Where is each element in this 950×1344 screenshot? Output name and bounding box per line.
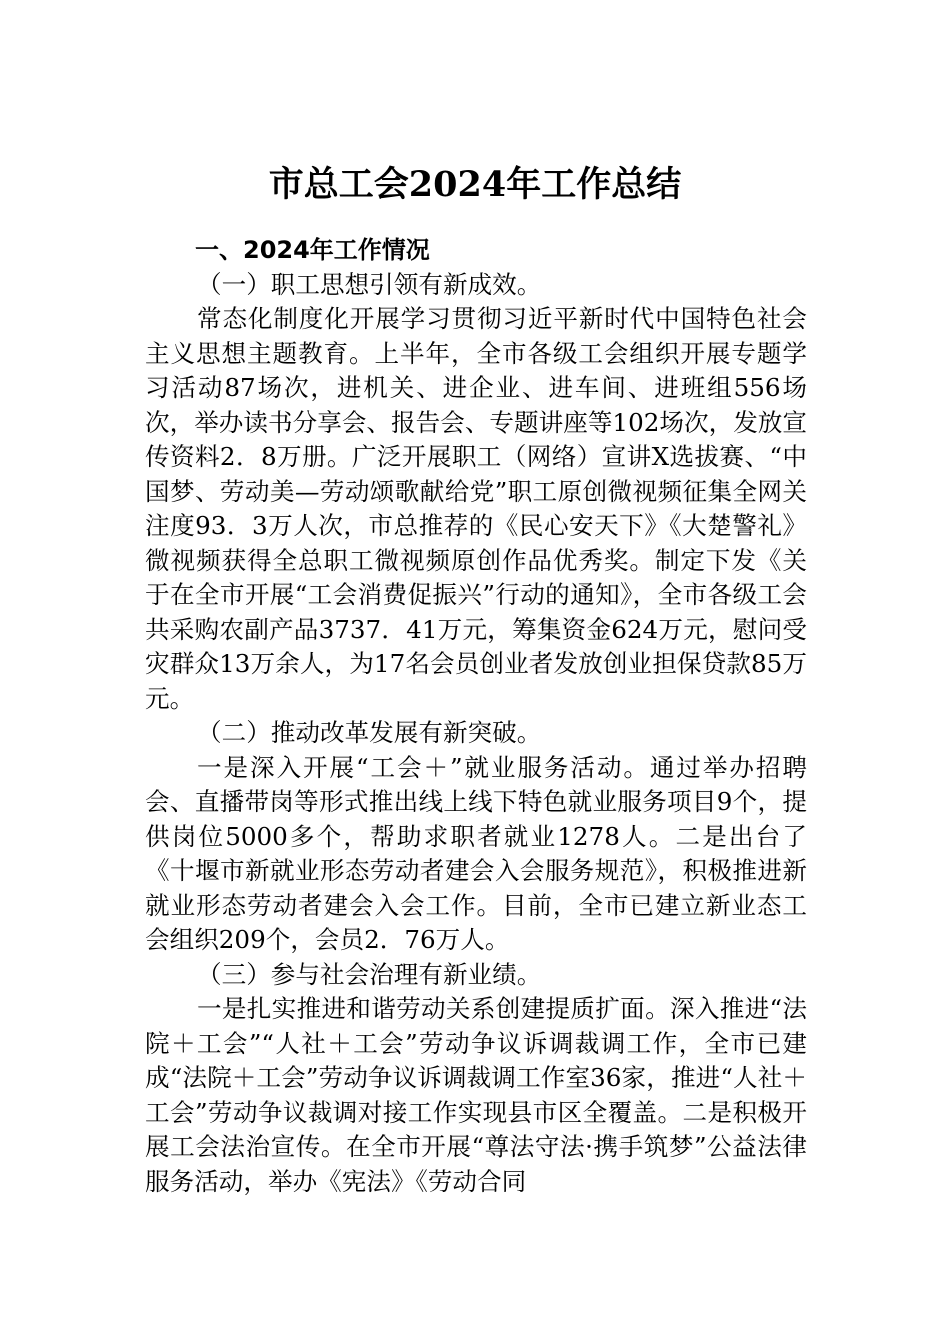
paragraph-1: 常态化制度化开展学习贯彻习近平新时代中国特色社会主义思想主题教育。上半年，全市各级工会组织开展专题学习活动87场次，进机关、进企业、进车间、进班组556场次，举办读书分享会、报告会、专题讲座等102场次，发放宣传资料2．8万册。广泛开展职工（网络）宣讲X选拔赛、“中国梦、劳动美—劳动颂歌献给党”职工原创微视频征集全网关注度93．3万人次，市总推荐的《民心安天下》《大楚警礼》微视频获得全总职工微视频原创作品优秀奖。制定下发《关于在全市开展“工会消费促振兴”行动的通知》，全市各级工会共采购农副产品3737．41万元，筹集资金624万元，慰问受灾群众13万余人，为17名会员创业者发放创业担保贷款85万元。 [145,304,807,713]
document-title: 市总工会2024年工作总结 [268,164,682,205]
paragraph-2: 一是深入开展“工会＋”就业服务活动。通过举办招聘会、直播带岗等形式推出线上线下特色就业服务项目9个，提供岗位5000多个，帮助求职者就业1278人。二是出台了《十堰市新就业形态劳动者建会入会服务规范》，积极推进新就业形态劳动者建会入会工作。目前，全市已建立新业态工会组织209个，会员2．76万人。 [145,752,807,954]
section-heading-1: 一、2024年工作情况 [195,236,430,264]
subsection-heading-3: （三）参与社会治理有新业绩。 [197,959,542,989]
subsection-heading-2: （二）推动改革发展有新突破。 [197,718,542,747]
document-body [145,233,807,1199]
paragraph-3: 一是扎实推进和谐劳动关系创建提质扩面。深入推进“法院＋工会”“人社＋工会”劳动争议诉调裁调工作，全市已建成“法院＋工会”劳动争议诉调裁调工作室36家，推进“人社＋工会”劳动争议裁调对接工作实现县市区全覆盖。二是积极开展工会法治宣传。在全市开展“尊法守法·携手筑梦”公益法律服务活动，举办《宪法》《劳动合同 [145,994,807,1196]
subsection-heading-1: （一）职工思想引领有新成效。 [197,269,542,299]
